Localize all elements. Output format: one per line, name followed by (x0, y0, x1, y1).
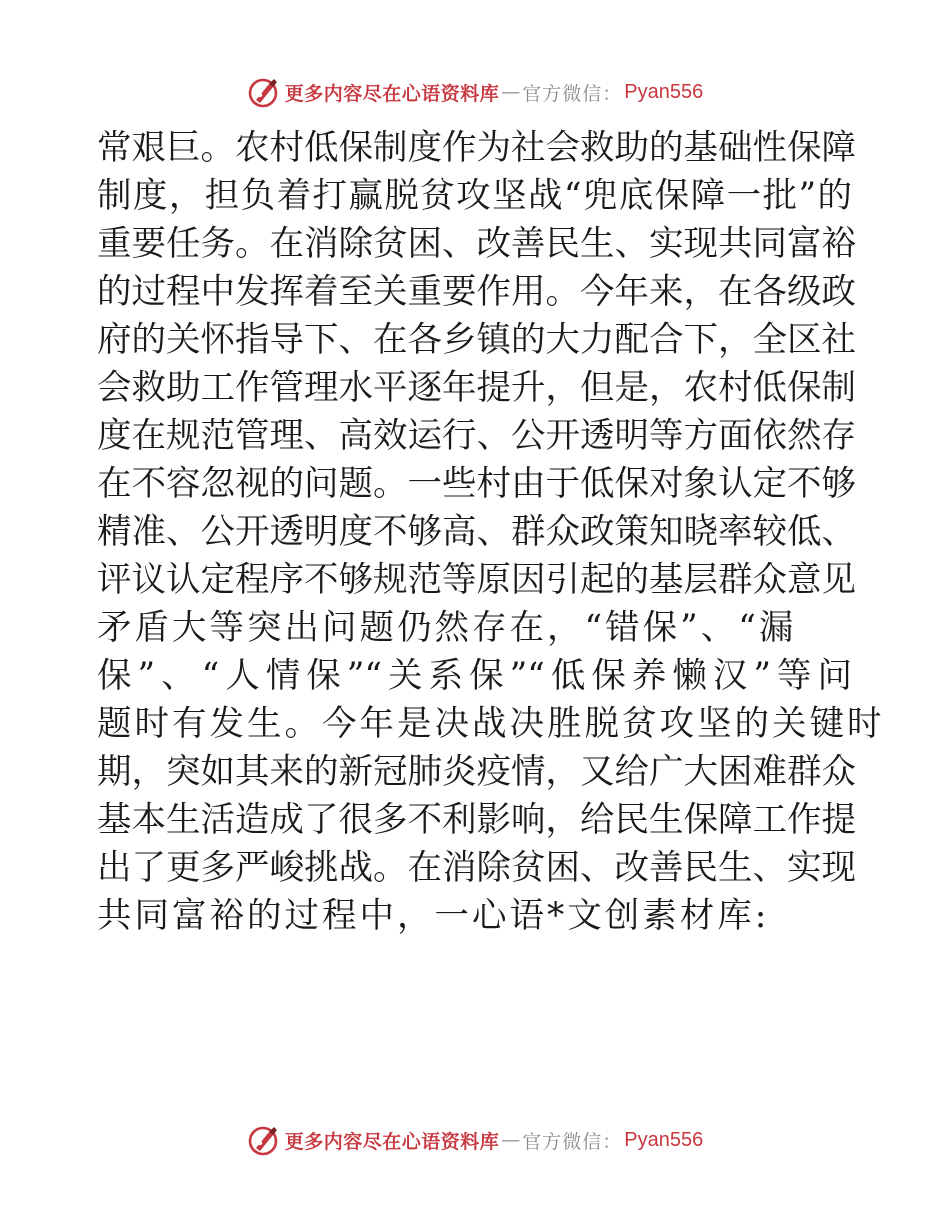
footer-banner (0, 1120, 950, 1160)
body-line: 矛盾大等突出问题仍然存在，“错保”、“漏 (97, 608, 797, 648)
body-line: 基本生活造成了很多不利影响，给民生保障工作提 (97, 800, 856, 840)
body-line: 的过程中发挥着至关重要作用。今年来，在各级政 (97, 272, 856, 312)
body-line: 评议认定程序不够规范等原因引起的基层群众意见 (97, 560, 856, 600)
body-line: 常艰巨。农村低保制度作为社会救助的基础性保障 (97, 128, 856, 168)
body-line: 重要任务。在消除贫困、改善民生、实现共同富裕 (97, 224, 856, 264)
body-line: 在不容忽视的问题。一些村由于低保对象认定不够 (97, 464, 856, 504)
document-body (97, 124, 885, 940)
body-line: 出了更多严峻挑战。在消除贫困、改善民生、实现 (97, 848, 856, 888)
banner-dash: — (501, 81, 521, 103)
banner-dash: — (501, 1129, 521, 1151)
pen-circle-logo-icon (247, 75, 281, 109)
body-line: 制度，担负着打赢脱贫攻坚战“兜底保障一批”的 (97, 176, 852, 216)
body-line: 会救助工作管理水平逐年提升，但是，农村低保制 (97, 368, 856, 408)
wechat-id: Pyan556 (624, 1128, 704, 1151)
body-line: 保”、“人情保”“关系保”“低保养懒汉”等问 (97, 656, 852, 696)
body-line: 共同富裕的过程中，一心语*文创素材库: (97, 896, 770, 936)
pen-circle-logo-icon (247, 1123, 281, 1157)
body-line: 题时有发生。今年是决战决胜脱贫攻坚的关键时 (97, 704, 885, 744)
body-line: 精准、公开透明度不够高、群众政策知晓率较低、 (97, 512, 856, 552)
body-line: 府的关怀指导下、在各乡镇的大力配合下，全区社 (97, 320, 856, 360)
body-line: 期，突如其来的新冠肺炎疫情，又给广大困难群众 (97, 752, 856, 792)
banner-slogan: 更多内容尽在心语资料库 (284, 1130, 500, 1153)
wechat-label: 官方微信： (522, 82, 623, 105)
wechat-label: 官方微信： (522, 1130, 623, 1153)
header-banner (0, 72, 950, 112)
body-line: 度在规范管理、高效运行、公开透明等方面依然存 (97, 416, 856, 456)
banner-slogan: 更多内容尽在心语资料库 (284, 82, 500, 105)
wechat-id: Pyan556 (624, 80, 704, 103)
